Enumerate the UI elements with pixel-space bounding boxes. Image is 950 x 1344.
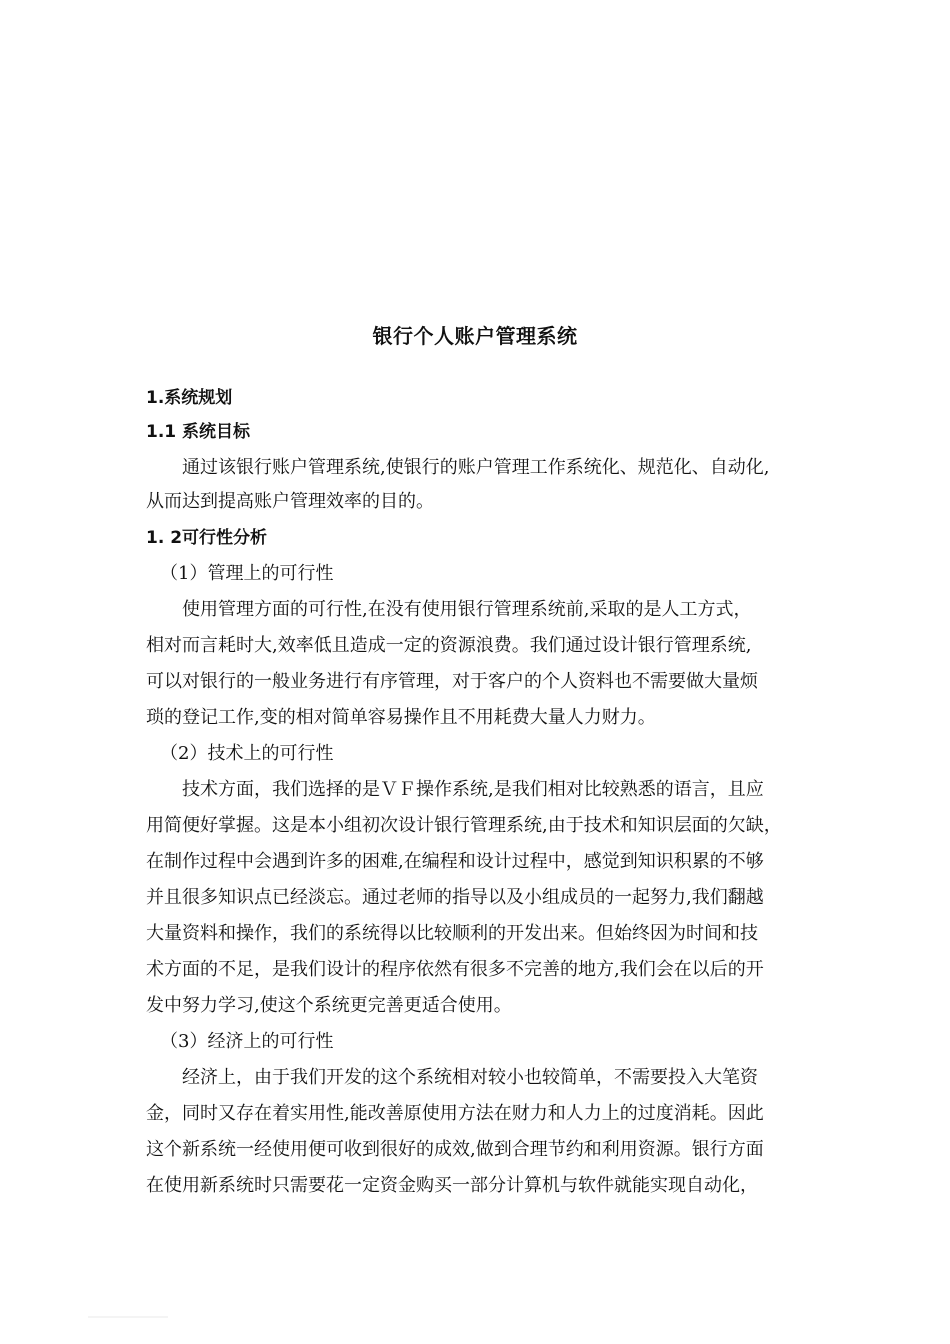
paragraph-line: 可以对银行的一般业务进行有序管理，对于客户的个人资料也不需要做大量烦 xyxy=(146,671,758,692)
page-footer-mark xyxy=(88,1316,168,1318)
paragraph-line: 发中努力学习,使这个系统更完善更适合使用。 xyxy=(146,995,512,1016)
paragraph-line: 金，同时又存在着实用性,能改善原使用方法在财力和人力上的过度消耗。因此 xyxy=(146,1103,764,1124)
document-title: 银行个人账户管理系统 xyxy=(372,324,578,348)
paragraph-line: 并且很多知识点已经淡忘。通过老师的指导以及小组成员的一起努力,我们翻越 xyxy=(146,887,764,908)
paragraph-line: 相对而言耗时大,效率低且造成一定的资源浪费。我们通过设计银行管理系统, xyxy=(146,635,752,656)
paragraph-line: 通过该银行账户管理系统,使银行的账户管理工作系统化、规范化、自动化, xyxy=(182,457,770,478)
paragraph-line: 大量资料和操作，我们的系统得以比较顺利的开发出来。但始终因为时间和技 xyxy=(146,923,758,944)
item-heading-management: （1）管理上的可行性 xyxy=(160,563,334,584)
item-heading-economic: （3）经济上的可行性 xyxy=(160,1031,334,1052)
paragraph-line: 在制作过程中会遇到许多的困难,在编程和设计过程中，感觉到知识积累的不够 xyxy=(146,851,764,872)
paragraph-line: 这个新系统一经使用便可收到很好的成效,做到合理节约和利用资源。银行方面 xyxy=(146,1139,764,1160)
paragraph-line: 琐的登记工作,变的相对简单容易操作且不用耗费大量人力财力。 xyxy=(146,707,656,728)
section-heading-system-planning: 1.系统规划 xyxy=(146,388,233,408)
subsection-heading-feasibility: 1. 2可行性分析 xyxy=(146,528,268,548)
item-heading-technical: （2）技术上的可行性 xyxy=(160,743,334,764)
paragraph-line: 从而达到提高账户管理效率的目的。 xyxy=(146,491,434,512)
paragraph-line: 使用管理方面的可行性,在没有使用银行管理系统前,采取的是人工方式， xyxy=(182,599,752,620)
paragraph-line: 经济上，由于我们开发的这个系统相对较小也较简单，不需要投入大笔资 xyxy=(182,1067,758,1088)
paragraph-line: 术方面的不足，是我们设计的程序依然有很多不完善的地方,我们会在以后的开 xyxy=(146,959,764,980)
paragraph-line: 在使用新系统时只需要花一定资金购买一部分计算机与软件就能实现自动化， xyxy=(146,1175,758,1196)
paragraph-line: 用简便好掌握。这是本小组初次设计银行管理系统,由于技术和知识层面的欠缺， xyxy=(146,815,782,836)
subsection-heading-system-goal: 1.1 系统目标 xyxy=(146,422,251,442)
paragraph-line: 技术方面，我们选择的是ＶＦ操作系统,是我们相对比较熟悉的语言，且应 xyxy=(182,779,764,800)
